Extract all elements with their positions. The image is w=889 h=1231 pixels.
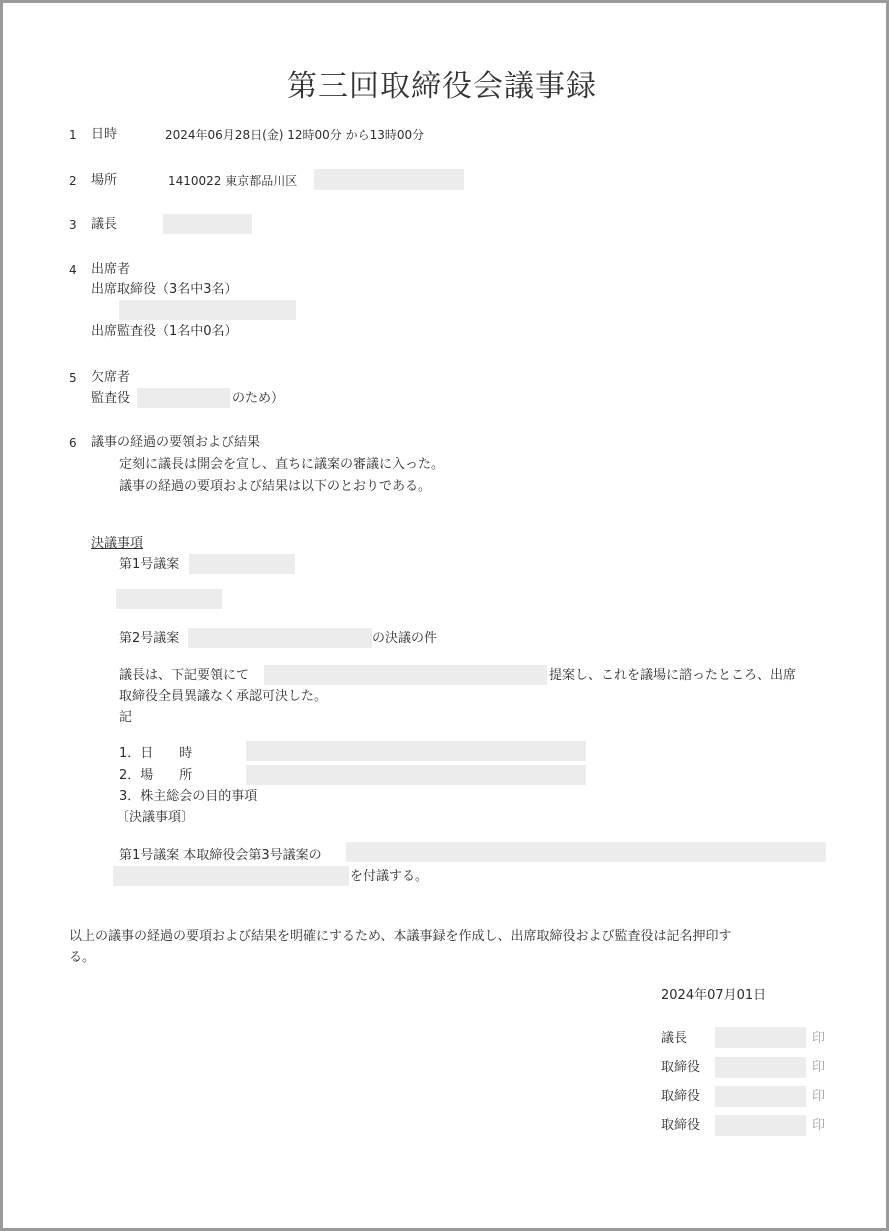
signature-redaction xyxy=(715,1115,806,1136)
redaction xyxy=(188,628,372,648)
signature-role: 取締役 xyxy=(661,1118,701,1133)
agenda-item-2-suffix: の決議の件 xyxy=(372,631,438,646)
seal-mark: 印 xyxy=(812,1031,826,1046)
redaction xyxy=(119,300,296,320)
section-number: 5 xyxy=(69,371,77,385)
signature-date: 2024年07月01日 xyxy=(661,988,767,1003)
absentees-label: 欠席者 xyxy=(91,370,131,385)
proceedings-label: 議事の経過の要領および結果 xyxy=(91,435,261,450)
redaction xyxy=(116,589,222,609)
place-label: 場所 xyxy=(91,173,118,188)
place-value: 1410022 東京都品川区 xyxy=(168,174,298,188)
resolution-paragraph-end: 提案し、これを議場に諮ったところ、出席 xyxy=(549,668,797,683)
closing-line: る。 xyxy=(69,950,96,965)
list-item-place: 2．場 所 xyxy=(119,768,193,783)
list-item-date: 1．日 時 xyxy=(119,746,193,761)
section-number: 3 xyxy=(69,218,77,232)
section-number: 1 xyxy=(69,128,77,142)
signature-redaction xyxy=(715,1086,806,1107)
resolution-subheading: 〔決議事項〕 xyxy=(116,810,195,825)
seal-mark: 印 xyxy=(812,1060,826,1075)
section-number: 2 xyxy=(69,174,77,188)
date-label: 日時 xyxy=(91,127,118,142)
redaction xyxy=(163,214,252,234)
proceedings-line: 定刻に議長は開会を宣し、直ちに議案の審議に入った。 xyxy=(119,457,445,472)
chair-label: 議長 xyxy=(91,217,118,232)
section-number: 6 xyxy=(69,436,77,450)
seal-mark: 印 xyxy=(812,1118,826,1133)
redaction xyxy=(137,388,230,408)
absent-auditor-prefix: 監査役 xyxy=(91,391,131,406)
signature-role: 取締役 xyxy=(661,1060,701,1075)
redaction xyxy=(314,169,464,190)
redaction xyxy=(246,741,586,761)
attending-auditors: 出席監査役（1名中0名） xyxy=(91,324,238,339)
section-number: 4 xyxy=(69,263,77,277)
closing-line: 以上の議事の経過の要項および結果を明確にするため、本議事録を作成し、出席取締役および監査役は記名押印す xyxy=(69,929,732,944)
signature-role: 取締役 xyxy=(661,1089,701,1104)
ki-marker: 記 xyxy=(119,710,133,725)
redaction xyxy=(264,665,547,685)
signature-redaction xyxy=(715,1027,806,1048)
agenda-item-2-prefix: 第2号議案 xyxy=(119,631,180,646)
proceedings-line: 議事の経過の要項および結果は以下のとおりである。 xyxy=(119,479,432,494)
attending-directors: 出席取締役（3名中3名） xyxy=(91,282,238,297)
agenda-item-1-prefix: 第1号議案 xyxy=(119,557,180,572)
attendees-label: 出席者 xyxy=(91,262,131,277)
agenda-detail-prefix: 第1号議案 本取締役会第3号議案の xyxy=(119,848,322,863)
redaction xyxy=(246,765,586,785)
signature-redaction xyxy=(715,1057,806,1078)
redaction xyxy=(189,554,295,574)
absent-auditor-suffix: のため） xyxy=(232,391,285,406)
date-value: 2024年06月28日(金) 12時00分 から13時00分 xyxy=(165,128,425,142)
redaction xyxy=(346,842,826,862)
resolutions-heading: 決議事項 xyxy=(91,536,144,551)
signature-role: 議長 xyxy=(661,1031,688,1046)
list-item-purpose: 3．株主総会の目的事項 xyxy=(119,789,258,804)
document-title: 第三回取締役会議事録 xyxy=(287,69,597,104)
resolution-paragraph-line2: 取締役全員異議なく承認可決した。 xyxy=(119,689,328,704)
seal-mark: 印 xyxy=(812,1089,826,1104)
redaction xyxy=(113,866,349,886)
agenda-detail-suffix: を付議する。 xyxy=(350,869,429,884)
resolution-paragraph-start: 議長は、下記要領にて xyxy=(119,668,250,683)
